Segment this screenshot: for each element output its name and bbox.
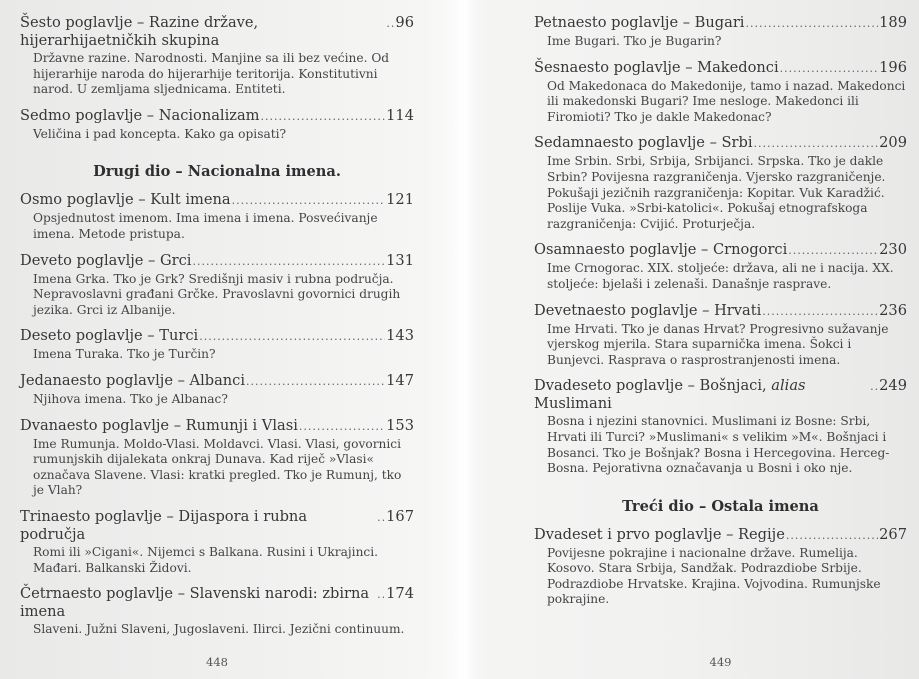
chapter-description: Opsjednutost imenom. Ima imena i imena. Posvećivanje imena. Metode pristupa. bbox=[33, 211, 378, 241]
folio-page-number: 449 bbox=[709, 654, 732, 669]
dot-leader bbox=[745, 15, 878, 33]
chapter-page-number: 121 bbox=[386, 191, 414, 209]
toc-entry-title[interactable] bbox=[534, 134, 907, 153]
chapter-title: Osmo poglavlje – Kult imena bbox=[20, 191, 231, 209]
chapter-description: Njihova imena. Tko je Albanac? bbox=[33, 391, 228, 406]
toc-entry bbox=[20, 327, 414, 363]
chapter-page-number: 167 bbox=[386, 507, 414, 525]
toc-entry bbox=[534, 59, 907, 126]
toc-entry bbox=[20, 191, 414, 242]
chapter-page-number: 174 bbox=[386, 585, 414, 603]
dot-leader bbox=[377, 509, 385, 527]
dot-leader bbox=[788, 242, 878, 260]
chapter-title: Sedmo poglavlje – Nacionalizam bbox=[20, 106, 260, 124]
folio-page-number: 448 bbox=[206, 654, 228, 669]
chapter-description: Državne razine. Narodnosti. Manjine sa ili bez većine. Od hijerarhije naroda do hijerarhije teritorija. Konstitutivni narod. U zemljama sljednicama. Entiteti. bbox=[33, 51, 390, 97]
chapter-title: Deveto poglavlje – Grci bbox=[20, 251, 192, 269]
chapter-description: Slaveni. Južni Slaveni, Jugoslaveni. Ilirci. Jezični continuum. bbox=[33, 622, 405, 637]
toc-entry bbox=[534, 302, 907, 369]
toc-entry-title[interactable] bbox=[534, 377, 907, 413]
chapter-title: Petnaesto poglavlje – Bugari bbox=[534, 14, 745, 31]
toc-entry bbox=[20, 14, 414, 98]
chapter-page-number: 114 bbox=[386, 106, 414, 124]
dot-leader bbox=[192, 253, 385, 271]
chapter-description: Povijesne pokrajine i nacionalne države. Rumelija. Kosovo. Stara Srbija, Sandžak. Podrazdiobe Srbije. Podrazdiobe Hrvatske. Krajina. Vojvodina. Rumunjske pokrajine. bbox=[547, 545, 881, 607]
toc-entry bbox=[20, 585, 414, 638]
toc-entry bbox=[534, 134, 907, 232]
chapter-description: Od Makedonaca do Makedonije, tamo i nazad. Makedonci ili makedonski Bugari? Ime nesloge. Makedonci ili Firomioti? Tko je dakle Makedonac? bbox=[547, 78, 906, 124]
toc-entry-title[interactable] bbox=[534, 241, 907, 260]
chapter-page-number: 153 bbox=[386, 416, 414, 434]
toc-entry-title[interactable] bbox=[20, 417, 414, 436]
chapter-page-number: 209 bbox=[879, 134, 907, 152]
chapter-description: Bosna i njezini stanovnici. Muslimani iz Bosne: Srbi, Hrvati ili Turci? »Muslimani« s velikim »M«. Bošnjaci i Bosanci. Tko je Bošnjak? Bosna i Hercegovina. Herceg-Bosna. Pejorativna označavanja u Bosni i oko nje. bbox=[547, 414, 890, 476]
toc-entry-title[interactable] bbox=[20, 508, 414, 544]
dot-leader bbox=[780, 60, 879, 78]
toc-entry-title[interactable] bbox=[20, 585, 414, 621]
chapter-description: Romi ili »Cigani«. Nijemci s Balkana. Rusini i Ukrajinci. Mađari. Balkanski Židovi. bbox=[33, 544, 379, 575]
toc-entry-title[interactable] bbox=[20, 107, 414, 126]
toc-entry bbox=[20, 252, 414, 319]
chapter-page-number: 196 bbox=[879, 58, 907, 76]
dot-leader bbox=[762, 303, 878, 321]
chapter-page-number: 131 bbox=[386, 251, 414, 269]
chapter-description: Ime Srbin. Srbi, Srbija, Srbijanci. Srpska. Tko je dakle Srbin? Povijesna razgraničenja. Vjersko razgraničenje. Pokušaji jezičnih razgraničenja: Kopitar. Vuk Karadžić. Poslije Vuka. »Srbi-katolici«. Pokušaj etnografskoga razgraničenja: Cvijić. Proturječja. bbox=[547, 154, 886, 231]
chapter-title bbox=[534, 377, 869, 413]
chapter-page-number: 249 bbox=[879, 377, 907, 395]
toc-entry bbox=[534, 526, 907, 608]
dot-leader bbox=[377, 586, 385, 604]
toc-entry-title[interactable] bbox=[20, 372, 414, 391]
chapter-page-number: 236 bbox=[879, 301, 907, 319]
chapter-page-number: 230 bbox=[879, 241, 907, 259]
chapter-title: Šesto poglavlje – Razine države, hijerarhijaetničkih skupina bbox=[20, 14, 259, 49]
chapter-title-suffix: Muslimani bbox=[534, 395, 612, 413]
dot-leader bbox=[246, 373, 385, 391]
chapter-description: Ime Rumunja. Moldo-Vlasi. Moldavci. Vlasi. Vlasi, govornici rumunjskih dijalekata onkraj Dunava. Kad riječ »Vlasi« označava Slavene. Vlasi: kratki pregled. Tko je Rumunj, tko je Vlah? bbox=[33, 436, 402, 498]
chapter-description: Imena Grka. Tko je Grk? Središnji masiv i rubna područja. Nepravoslavni građani Grčke. Pravoslavni govornici drugih jezika. Grci iz Albanije. bbox=[33, 271, 401, 317]
chapter-page-number: 267 bbox=[879, 525, 907, 543]
chapter-description: Ime Hrvati. Tko je danas Hrvat? Progresivno sužavanje vjerskog mjerila. Stara suparnička imena. Šokci i Bunjevci. Rasprava o rasprostranjenosti imena. bbox=[547, 321, 889, 367]
chapter-description: Ime Crnogorac. XIX. stoljeće: država, ali ne i nacija. XX. stoljeće: bjelaši i zelenaši. Današnje rasprave. bbox=[547, 261, 894, 291]
chapter-title-prefix: Dvadeseto poglavlje – Bošnjaci, bbox=[534, 377, 772, 395]
chapter-description: Ime Bugari. Tko je Bugarin? bbox=[547, 34, 722, 48]
right-page bbox=[460, 0, 919, 679]
chapter-title: Jedanaesto poglavlje – Albanci bbox=[20, 371, 246, 389]
toc-entry-title[interactable] bbox=[20, 252, 414, 271]
dot-leader bbox=[754, 135, 879, 153]
toc-entry-title[interactable] bbox=[534, 302, 907, 321]
section-heading: Drugi dio – Nacionalna imena. bbox=[93, 163, 341, 181]
toc-entry-title[interactable] bbox=[534, 14, 907, 33]
toc-entry-title[interactable] bbox=[20, 191, 414, 210]
toc-entry bbox=[534, 377, 907, 476]
chapter-title: Trinaesto poglavlje – Dijaspora i rubna područja bbox=[20, 507, 308, 543]
dot-leader bbox=[786, 527, 878, 545]
toc-entry bbox=[20, 417, 414, 499]
chapter-title: Sedamnaesto poglavlje – Srbi bbox=[534, 134, 753, 152]
chapter-title: Šesnaesto poglavlje – Makedonci bbox=[534, 58, 779, 76]
chapter-page-number: 189 bbox=[879, 14, 907, 31]
section-heading: Treći dio – Ostala imena bbox=[622, 497, 819, 515]
dot-leader bbox=[199, 328, 385, 346]
dot-leader bbox=[299, 418, 385, 436]
toc-entry-title[interactable] bbox=[534, 526, 907, 545]
toc-entry bbox=[534, 14, 907, 50]
chapter-page-number: 143 bbox=[386, 327, 414, 345]
chapter-title: Dvadeset i prvo poglavlje – Regije bbox=[534, 525, 785, 543]
chapter-description: Imena Turaka. Tko je Turčin? bbox=[33, 347, 216, 362]
toc-entry bbox=[20, 107, 414, 143]
chapter-title: Osamnaesto poglavlje – Crnogorci bbox=[534, 241, 788, 259]
chapter-title: Četrnaesto poglavlje – Slavenski narodi: zbirna imena bbox=[20, 585, 370, 621]
toc-entry bbox=[534, 241, 907, 292]
dot-leader bbox=[261, 108, 386, 126]
toc-entry-title[interactable] bbox=[20, 14, 414, 50]
dot-leader bbox=[870, 378, 878, 396]
toc-entry bbox=[20, 508, 414, 576]
dot-leader bbox=[232, 192, 386, 210]
chapter-title: Dvanaesto poglavlje – Rumunji i Vlasi bbox=[20, 416, 298, 434]
chapter-page-number: 147 bbox=[386, 371, 414, 389]
chapter-page-number: 96 bbox=[395, 14, 414, 31]
chapter-title: Deseto poglavlje – Turci bbox=[20, 327, 199, 345]
toc-entry-title[interactable] bbox=[534, 59, 907, 78]
toc-entry-title[interactable] bbox=[20, 327, 414, 346]
chapter-title-italic: alias bbox=[771, 377, 806, 395]
toc-entry bbox=[20, 372, 414, 408]
chapter-description: Veličina i pad koncepta. Kako ga opisati? bbox=[33, 126, 287, 141]
dot-leader bbox=[386, 15, 394, 33]
chapter-title: Devetnaesto poglavlje – Hrvati bbox=[534, 301, 762, 319]
